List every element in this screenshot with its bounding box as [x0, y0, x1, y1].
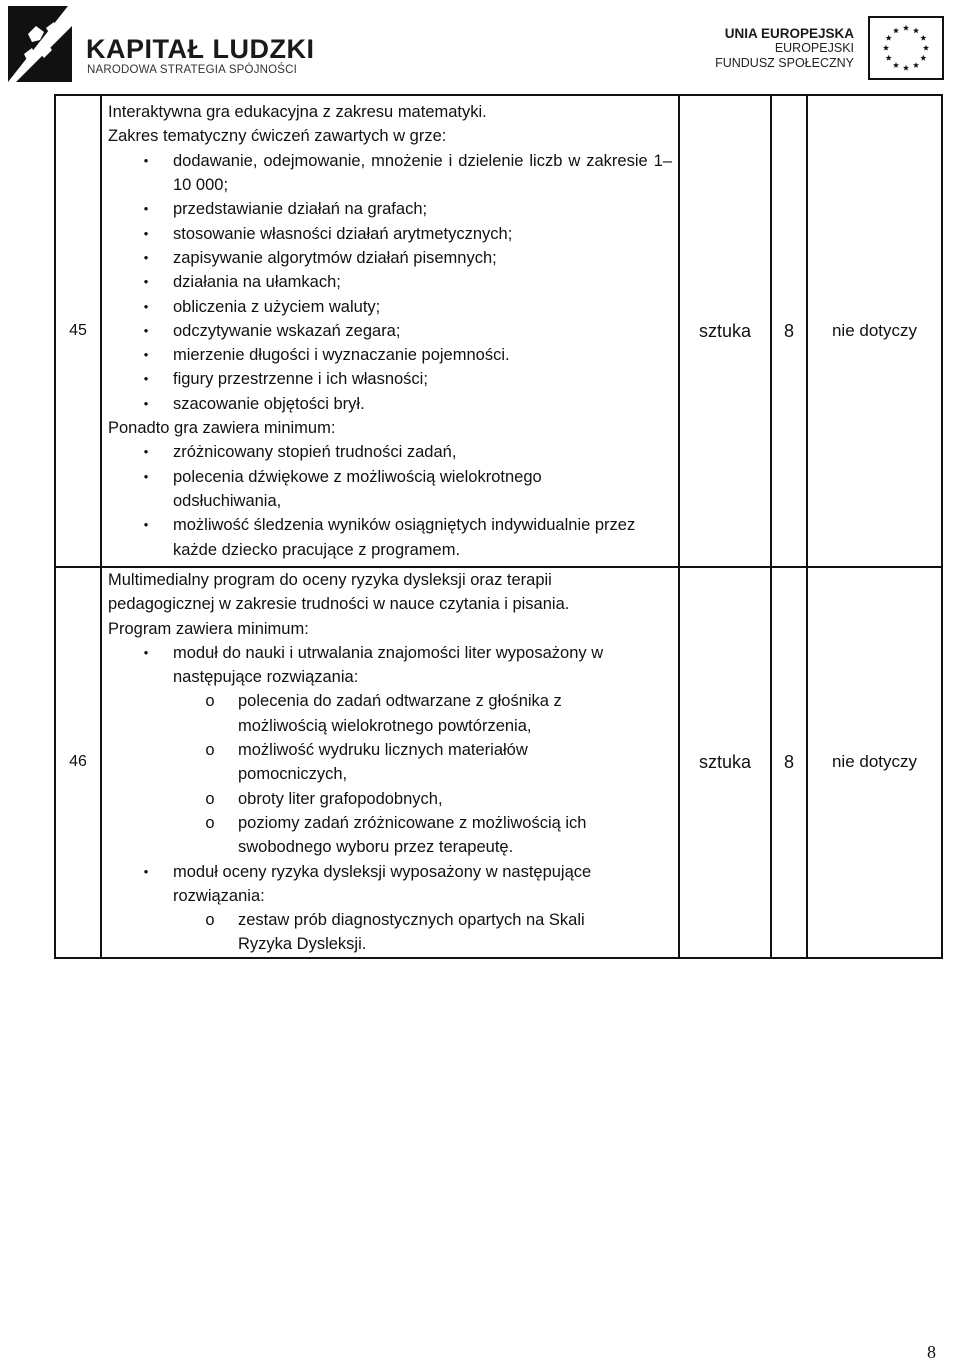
- row-note: nie dotyczy: [807, 567, 942, 958]
- description-line: Program zawiera minimum:: [108, 619, 309, 638]
- eu-logo-text: [715, 26, 854, 71]
- list-item: • polecenia dźwiękowe z możliwością wielokrotnego odsłuchiwania,: [108, 465, 672, 514]
- sub-list-item: o obroty liter grafopodobnych,: [108, 787, 664, 811]
- logo-subtitle: NARODOWA STRATEGIA SPÓJNOŚCI: [87, 64, 298, 76]
- sub-list-item: o poziomy zadań zróżnicowane z możliwością ich swobodnego wyboru przez terapeutę.: [108, 811, 664, 860]
- list-item: • figury przestrzenne i ich własności;: [108, 367, 672, 391]
- bullet-icon: •: [143, 322, 149, 338]
- bullet-icon: •: [143, 644, 149, 660]
- bullet-icon: •: [143, 371, 149, 387]
- bullet-icon: •: [143, 225, 149, 241]
- list-item: • moduł do nauki i utrwalania znajomości liter wyposażony w następujące rozwiązania: o polecenia do zadań odtwarzane z głośnika z możliwością wielokrotnego powtórzenia, o możliwość wydruku licznych materiałów pomocniczych, o obroty liter grafopodobnych, o poziomy zadań zróżnicowane z możliwością ich swobodnego wyboru przez terapeutę.: [108, 641, 672, 860]
- list-item: • stosowanie własności działań arytmetycznych;: [108, 222, 672, 246]
- list-item: • mierzenie długości i wyznaczanie pojemności.: [108, 343, 672, 367]
- list-item: • zróżnicowany stopień trudności zadań,: [108, 440, 672, 464]
- list-item: • obliczenia z użyciem waluty;: [108, 295, 672, 319]
- description-line: Ponadto gra zawiera minimum:: [108, 419, 336, 438]
- bullet-icon: •: [143, 468, 149, 484]
- row-description: [101, 95, 679, 567]
- circle-bullet-icon: o: [205, 813, 215, 832]
- eu-flag-icon: [868, 16, 944, 80]
- bullet-icon: •: [143, 274, 149, 290]
- list-item: • dodawanie, odejmowanie, mnożenie i dzielenie liczb w zakresie 1–10 000;: [108, 149, 672, 198]
- page-number: 8: [927, 1342, 936, 1362]
- bullet-icon: •: [143, 347, 149, 363]
- bullet-icon: •: [143, 395, 149, 411]
- bullet-icon: •: [143, 517, 149, 533]
- table-row: [55, 567, 942, 958]
- bullet-icon: •: [143, 201, 149, 217]
- feature-list: [108, 440, 672, 561]
- bullet-icon: •: [143, 298, 149, 314]
- row-number: 45: [55, 95, 101, 567]
- specification-table: [54, 94, 943, 959]
- description-line: Interaktywna gra edukacyjna z zakresu matematyki.: [108, 103, 487, 122]
- bullet-icon: •: [143, 444, 149, 460]
- row-quantity: 8: [771, 95, 807, 567]
- kapital-ludzki-logo-icon: [6, 4, 78, 84]
- circle-bullet-icon: o: [205, 911, 215, 930]
- sub-list-item: o zestaw prób diagnostycznych opartych na Skali Ryzyka Dysleksji.: [108, 908, 642, 957]
- eu-logo: [715, 14, 944, 84]
- sub-list-item: o możliwość wydruku licznych materiałów pomocniczych,: [108, 738, 664, 787]
- list-item: • szacowanie objętości brył.: [108, 392, 672, 416]
- bullet-icon: •: [143, 152, 149, 168]
- circle-bullet-icon: o: [205, 692, 215, 711]
- list-item: • moduł oceny ryzyka dysleksji wyposażony w następujące rozwiązania: o zestaw prób diagnostycznych opartych na Skali Ryzyka Dysleksji.: [108, 860, 672, 957]
- list-item: • odczytywanie wskazań zegara;: [108, 319, 672, 343]
- kapital-ludzki-logo: [6, 4, 326, 84]
- description-line: Multimedialny program do oceny ryzyka dysleksji oraz terapii pedagogicznej w zakresie trudności w nauce czytania i pisania.: [108, 571, 570, 614]
- sub-list: [108, 908, 642, 957]
- row-quantity: 8: [771, 567, 807, 958]
- row-unit: sztuka: [679, 95, 771, 567]
- circle-bullet-icon: o: [205, 789, 215, 808]
- logo-title: KAPITAŁ LUDZKI: [86, 34, 315, 64]
- list-item: • zapisywanie algorytmów działań pisemnych;: [108, 246, 672, 270]
- circle-bullet-icon: o: [205, 741, 215, 760]
- row-note: nie dotyczy: [807, 95, 942, 567]
- sub-list-item: o polecenia do zadań odtwarzane z głośnika z możliwością wielokrotnego powtórzenia,: [108, 689, 664, 738]
- list-item: • przedstawianie działań na grafach;: [108, 197, 672, 221]
- bullet-icon: •: [143, 863, 149, 879]
- eu-logo-line2: FUNDUSZ SPOŁECZNY: [715, 56, 854, 70]
- eu-logo-line1: EUROPEJSKI: [774, 41, 854, 55]
- row-unit: sztuka: [679, 567, 771, 958]
- list-item: • możliwość śledzenia wyników osiągniętych indywidualnie przez każde dziecko pracujące z programem.: [108, 513, 672, 562]
- module-list: [108, 641, 672, 957]
- bullet-icon: •: [143, 249, 149, 265]
- eu-logo-title: UNIA EUROPEJSKA: [724, 26, 854, 41]
- list-item: • działania na ułamkach;: [108, 270, 672, 294]
- row-number: 46: [55, 567, 101, 958]
- topic-list: [108, 149, 672, 416]
- description-line: Zakres tematyczny ćwiczeń zawartych w grze:: [108, 127, 447, 146]
- row-description: [101, 567, 679, 958]
- sub-list: [108, 689, 664, 859]
- table-row: [55, 95, 942, 567]
